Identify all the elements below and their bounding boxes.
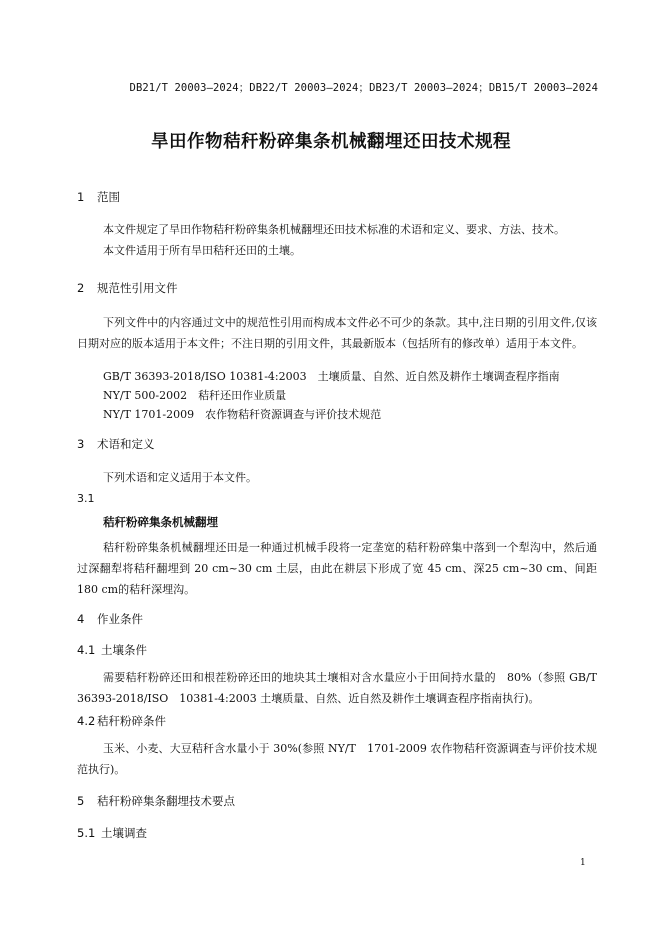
term-definition: 秸秆粉碎集条机械翻埋还田是一种通过机械手段将一定垄宽的秸秆粉碎集中落到一个犁沟中，然后通过深翻犁将秸秆翻埋到 20 cm~30 cm 土层，由此在耕层下形成了宽 45 cm、深25 cm~30 cm、间距180 cm的秸秆深埋沟。: [77, 541, 597, 596]
subsection-4-2-text: 玉米、小麦、大豆秸秆含水量小于 30%(参照 NY/T 1701-2009 农作物秸秆资源调查与评价技术规范执行)。: [77, 742, 597, 776]
section-1-paragraph-2: 本文件适用于所有旱田秸秆还田的土壤。: [103, 244, 301, 257]
subsection-5-1-heading: [77, 825, 147, 841]
subsection-number: 4.1: [77, 643, 96, 657]
reference-item: NY/T 1701-2009 农作物秸秆资源调查与评价技术规范: [103, 408, 382, 421]
term-number: 3.1: [77, 492, 95, 505]
subsection-title: 土壤调查: [101, 826, 147, 840]
section-number: 2: [77, 281, 85, 295]
section-2-paragraph-1: 下列文件中的内容通过文中的规范性引用而构成本文件必不可少的条款。其中,注日期的引用文件,仅该日期对应的版本适用于本文件；不注日期的引用文件，其最新版本（包括所有的修改单）适用于本文件。: [77, 316, 597, 350]
section-1-heading: [77, 189, 120, 205]
subsection-4-1-heading: [77, 642, 147, 658]
reference-item: NY/T 500-2002 秸秆还田作业质量: [103, 389, 287, 402]
section-3-paragraph-1: 下列术语和定义适用于本文件。: [103, 471, 257, 484]
section-title: 作业条件: [97, 612, 143, 626]
subsection-title: 土壤条件: [101, 643, 147, 657]
section-number: 1: [77, 190, 85, 204]
section-title: 秸秆粉碎集条翻埋技术要点: [97, 794, 235, 808]
page-number: 1: [580, 858, 586, 868]
section-number: 3: [77, 437, 85, 451]
reference-item: GB/T 36393-2018/ISO 10381-4:2003 土壤质量、自然、近自然及耕作土壤调查程序指南: [103, 370, 560, 383]
document-title: 旱田作物秸秆粉碎集条机械翻埋还田技术规程: [151, 132, 511, 152]
standard-code-header: DB21/T 20003—2024；DB22/T 20003—2024；DB23/T 20003—2024；DB15/T 20003—2024: [129, 82, 598, 94]
section-4-heading: [77, 611, 143, 627]
subsection-4-2-heading: [77, 713, 166, 729]
section-number: 5: [77, 794, 85, 808]
subsection-title: 秸秆粉碎条件: [97, 714, 166, 728]
subsection-number: 5.1: [77, 826, 96, 840]
section-3-heading: [77, 436, 155, 452]
section-5-heading: [77, 793, 235, 809]
section-number: 4: [77, 612, 85, 626]
subsection-4-1-text: 需要秸秆粉碎还田和根茬粉碎还田的地块其土壤相对含水量应小于田间持水量的 80%（参照 GB/T 36393-2018/ISO 10381-4:2003 土壤质量、自然、近自然及耕作土壤调查程序指南执行)。: [77, 671, 597, 705]
section-title: 规范性引用文件: [97, 281, 178, 295]
section-title: 范围: [97, 190, 120, 204]
section-2-heading: [77, 280, 178, 296]
section-1-paragraph-1: 本文件规定了旱田作物秸秆粉碎集条机械翻埋还田技术标准的术语和定义、要求、方法、技术。: [103, 223, 565, 236]
section-title: 术语和定义: [97, 437, 155, 451]
term-title: 秸秆粉碎集条机械翻埋: [103, 515, 218, 529]
subsection-number: 4.2: [77, 714, 96, 728]
